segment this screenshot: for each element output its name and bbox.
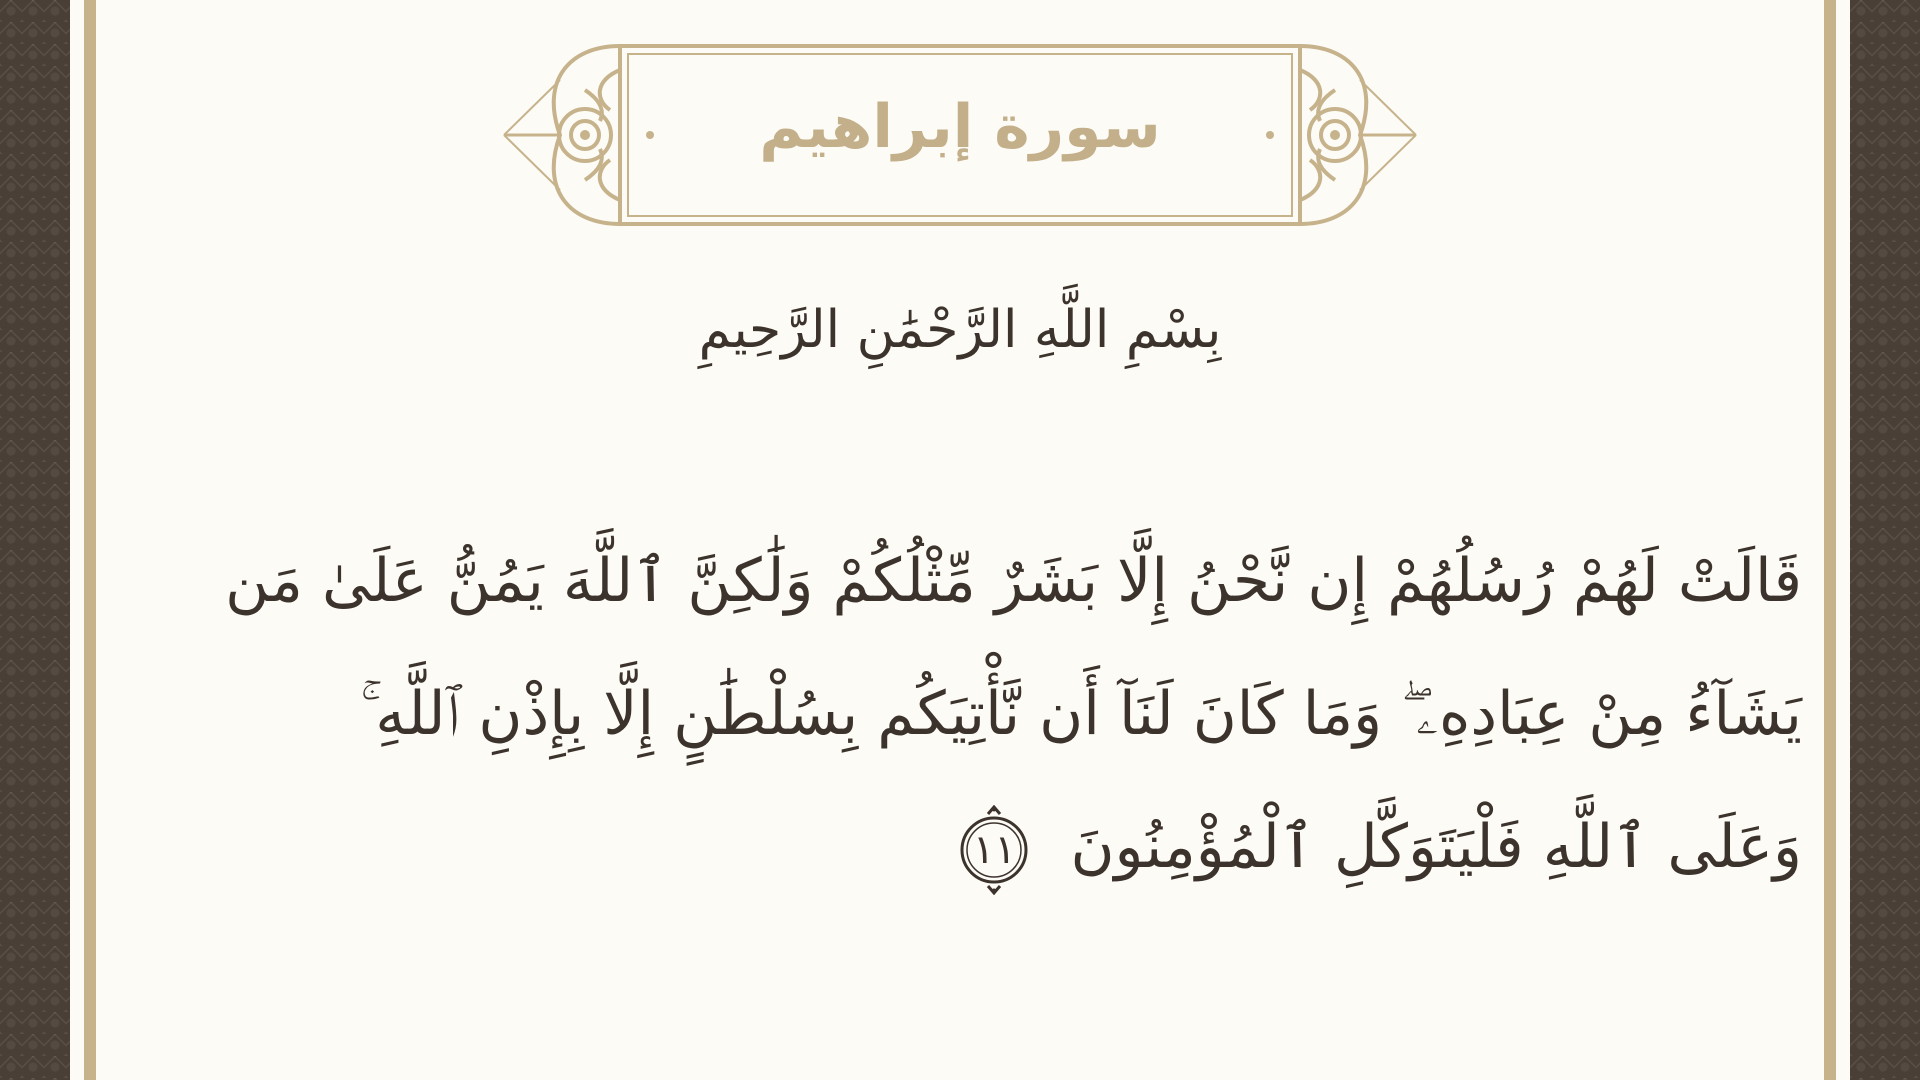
- surah-title: سورة إبراهيم: [759, 92, 1161, 162]
- verse-text: [225, 515, 1802, 914]
- verse-line-3: [240, 781, 1802, 914]
- right-border-pattern: [1850, 0, 1920, 1080]
- right-gold-border: [1824, 0, 1836, 1080]
- ayah-number: ١١: [972, 827, 1016, 874]
- basmala-text: بِسْمِ اللَّهِ الرَّحْمَٰنِ الرَّحِيمِ: [698, 300, 1222, 360]
- left-border-pattern: [0, 0, 70, 1080]
- surah-title-cartouche: [500, 40, 1420, 230]
- verse-line-1: قَالَتْ لَهُمْ رُسُلُهُمْ إِن نَّحْنُ إِلَّا بَشَرٌ مِّثْلُكُمْ وَلَٰكِنَّ ٱللَّهَ يَمُنُّ عَلَىٰ مَن: [225, 546, 1802, 616]
- ayah-marker: [955, 805, 1033, 895]
- left-gold-border: [84, 0, 96, 1080]
- verse-line-2: يَشَآءُ مِنْ عِبَادِهِۦ ۖ وَمَا كَانَ لَنَآ أَن نَّأْتِيَكُم بِسُلْطَٰنٍ إِلَّا بِإِذْنِ ٱللَّهِ ۚ: [360, 679, 1802, 749]
- verse-line-3-text: وَعَلَى ٱللَّهِ فَلْيَتَوَكَّلِ ٱلْمُؤْمِنُونَ: [1070, 812, 1802, 882]
